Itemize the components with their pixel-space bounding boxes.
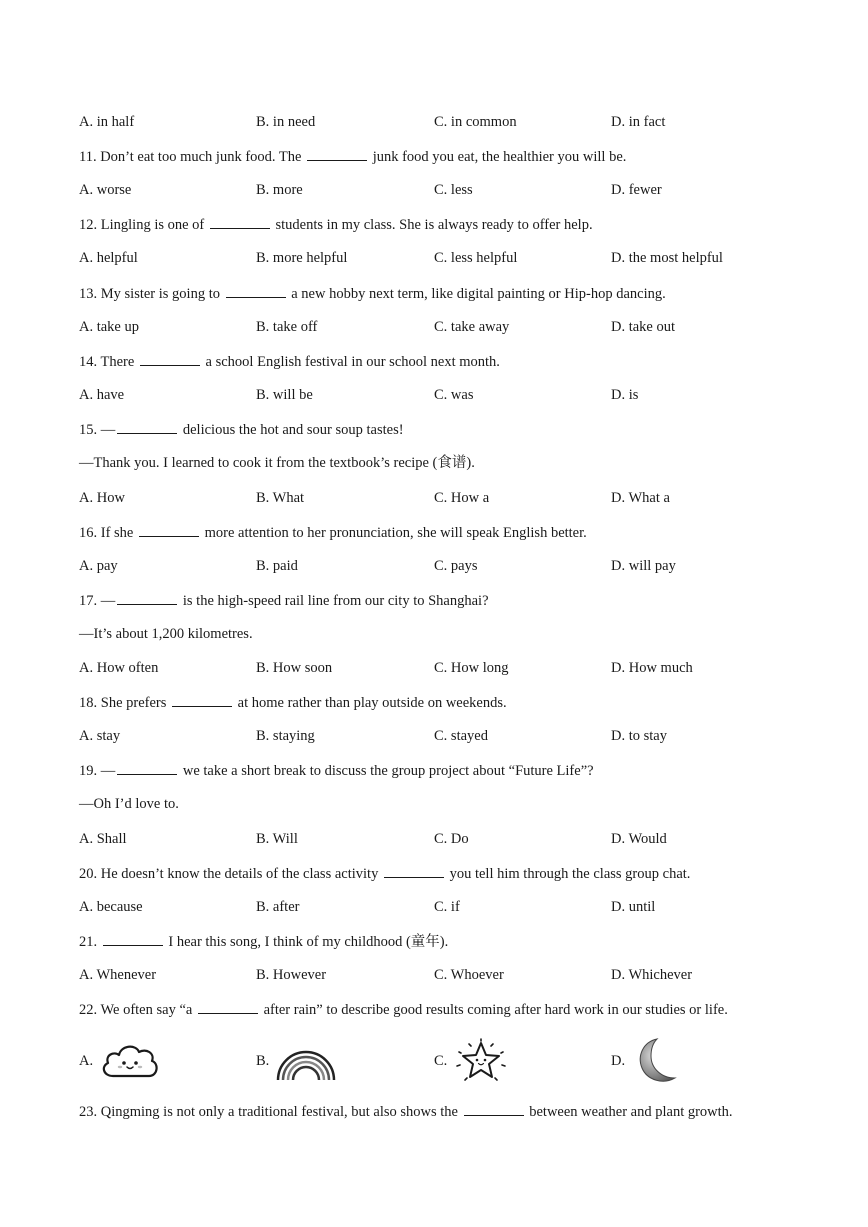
answer-blank[interactable] [117, 420, 177, 434]
question-text: 18. She prefers [79, 695, 167, 711]
option-b[interactable]: B. more helpful [256, 250, 348, 266]
q13-options [79, 318, 799, 336]
option-a[interactable]: A. Whenever [79, 967, 157, 983]
option-d[interactable]: D. in fact [611, 114, 666, 130]
option-a[interactable]: A. worse [79, 182, 132, 198]
question-text: after rain” to describe good results coming after hard work in our studies or life. [263, 1002, 728, 1018]
question-text: 16. If she [79, 525, 134, 541]
question-text: you tell him through the class group chat. [449, 866, 691, 882]
question-text: more attention to her pronunciation, she will speak English better. [204, 525, 587, 541]
question-text: 15. — [79, 422, 116, 438]
question-11 [79, 147, 626, 166]
q18-options [79, 727, 799, 745]
option-a[interactable]: A. stay [79, 728, 121, 744]
option-d[interactable]: D. take out [611, 319, 676, 335]
option-a[interactable]: A. in half [79, 114, 135, 130]
question-12 [79, 215, 593, 234]
option-b[interactable]: B. will be [256, 387, 313, 403]
q22-picture-options [79, 1036, 799, 1086]
rainbow-icon [275, 1040, 337, 1082]
option-b[interactable]: B. paid [256, 558, 298, 574]
q16-options [79, 557, 799, 575]
question-text: 20. He doesn’t know the details of the class activity [79, 866, 379, 882]
q12-options [79, 249, 799, 267]
option-b[interactable]: B. more [256, 182, 303, 198]
q21-options [79, 966, 799, 984]
option-c[interactable]: C. take away [434, 319, 510, 335]
question-text: 23. Qingming is not only a traditional festival, but also shows the [79, 1104, 458, 1120]
option-b[interactable]: B. after [256, 899, 300, 915]
option-b[interactable]: B. in need [256, 114, 316, 130]
option-d[interactable]: D. until [611, 899, 656, 915]
option-c[interactable]: C. less [434, 182, 473, 198]
q15-options [79, 489, 799, 507]
option-d[interactable]: D. is [611, 387, 639, 403]
q20-options [79, 898, 799, 916]
question-20 [79, 864, 690, 883]
option-d[interactable]: D. fewer [611, 182, 662, 198]
option-label: D. [611, 1052, 626, 1069]
question-17 [79, 591, 489, 610]
option-c[interactable]: C. How a [434, 490, 490, 506]
answer-blank[interactable] [140, 352, 200, 366]
question-text: 12. Lingling is one of [79, 217, 205, 233]
option-c[interactable]: C. Whoever [434, 967, 504, 983]
question-text: 14. There [79, 354, 135, 370]
question-19-reply: —Oh I’d love to. [79, 796, 179, 812]
option-c[interactable]: C. if [434, 899, 460, 915]
q10-options [79, 113, 799, 131]
option-c[interactable]: C. Do [434, 831, 469, 847]
answer-blank[interactable] [139, 523, 199, 537]
star-icon [453, 1038, 509, 1084]
option-b[interactable]: B. Will [256, 831, 298, 847]
option-c[interactable]: C. in common [434, 114, 517, 130]
question-18 [79, 693, 507, 712]
option-d[interactable]: D. What a [611, 490, 670, 506]
option-a[interactable]: A. helpful [79, 250, 138, 266]
option-d[interactable] [611, 1036, 681, 1086]
question-text: 13. My sister is going to [79, 286, 220, 302]
option-b[interactable]: B. However [256, 967, 327, 983]
option-label: C. [434, 1052, 448, 1069]
answer-blank[interactable] [226, 284, 286, 298]
question-text: students in my class. She is always ready to offer help. [275, 217, 593, 233]
option-d[interactable]: D. Would [611, 831, 667, 847]
option-a[interactable]: A. pay [79, 558, 118, 574]
option-d[interactable]: D. the most helpful [611, 250, 723, 266]
option-a[interactable]: A. How [79, 490, 125, 506]
option-a[interactable]: A. have [79, 387, 125, 403]
option-b[interactable]: B. How soon [256, 660, 333, 676]
option-a[interactable]: A. How often [79, 660, 159, 676]
question-19 [79, 761, 594, 780]
q14-options [79, 386, 799, 404]
option-c[interactable] [434, 1036, 509, 1086]
option-c[interactable]: C. less helpful [434, 250, 518, 266]
option-c[interactable]: C. How long [434, 660, 509, 676]
question-15 [79, 420, 404, 439]
question-text: 19. — [79, 763, 116, 779]
question-text: we take a short break to discuss the group project about “Future Life”? [182, 763, 594, 779]
answer-blank[interactable] [198, 1000, 258, 1014]
option-label: A. [79, 1052, 94, 1069]
option-d[interactable]: D. Whichever [611, 967, 693, 983]
option-label: B. [256, 1052, 270, 1069]
answer-blank[interactable] [172, 693, 232, 707]
question-text: is the high-speed rail line from our city to Shanghai? [182, 593, 489, 609]
option-d[interactable]: D. to stay [611, 728, 667, 744]
question-text: I hear this song, I think of my childhood (童年). [168, 934, 449, 950]
question-16 [79, 523, 587, 542]
option-a[interactable] [79, 1036, 161, 1086]
option-d[interactable]: D. will pay [611, 558, 676, 574]
answer-blank[interactable] [117, 591, 177, 605]
question-text: 11. Don’t eat too much junk food. The [79, 149, 302, 165]
question-14 [79, 352, 500, 371]
answer-blank[interactable] [210, 215, 270, 229]
question-23 [79, 1102, 733, 1121]
question-text: junk food you eat, the healthier you will be. [372, 149, 627, 165]
moon-icon [631, 1036, 681, 1086]
option-c[interactable]: C. stayed [434, 728, 488, 744]
option-c[interactable]: C. was [434, 387, 474, 403]
question-text: 21. [79, 934, 98, 950]
answer-blank[interactable] [117, 761, 177, 775]
answer-blank[interactable] [307, 147, 367, 161]
option-b[interactable]: B. staying [256, 728, 315, 744]
question-text: delicious the hot and sour soup tastes! [182, 422, 404, 438]
question-text: between weather and plant growth. [529, 1104, 733, 1120]
option-c[interactable]: C. pays [434, 558, 478, 574]
q19-options [79, 830, 799, 848]
answer-blank[interactable] [384, 864, 444, 878]
question-13 [79, 284, 666, 303]
q17-options [79, 659, 799, 677]
option-a[interactable]: A. take up [79, 319, 139, 335]
option-b[interactable]: B. What [256, 490, 305, 506]
question-22 [79, 1000, 728, 1019]
question-15-reply: —Thank you. I learned to cook it from the textbook’s recipe (食谱). [79, 455, 475, 471]
q11-options [79, 181, 799, 199]
question-text: a school English festival in our school next month. [205, 354, 500, 370]
option-a[interactable]: A. because [79, 899, 143, 915]
option-d[interactable]: D. How much [611, 660, 693, 676]
option-a[interactable]: A. Shall [79, 831, 127, 847]
question-text: 22. We often say “a [79, 1002, 193, 1018]
question-text: at home rather than play outside on weekends. [237, 695, 507, 711]
question-21 [79, 932, 448, 951]
cloud-icon [99, 1040, 161, 1082]
option-b[interactable] [256, 1036, 337, 1086]
question-text: 17. — [79, 593, 116, 609]
question-17-reply: —It’s about 1,200 kilometres. [79, 626, 253, 642]
option-b[interactable]: B. take off [256, 319, 318, 335]
question-text: a new hobby next term, like digital painting or Hip-hop dancing. [291, 286, 666, 302]
answer-blank[interactable] [103, 932, 163, 946]
answer-blank[interactable] [464, 1102, 524, 1116]
